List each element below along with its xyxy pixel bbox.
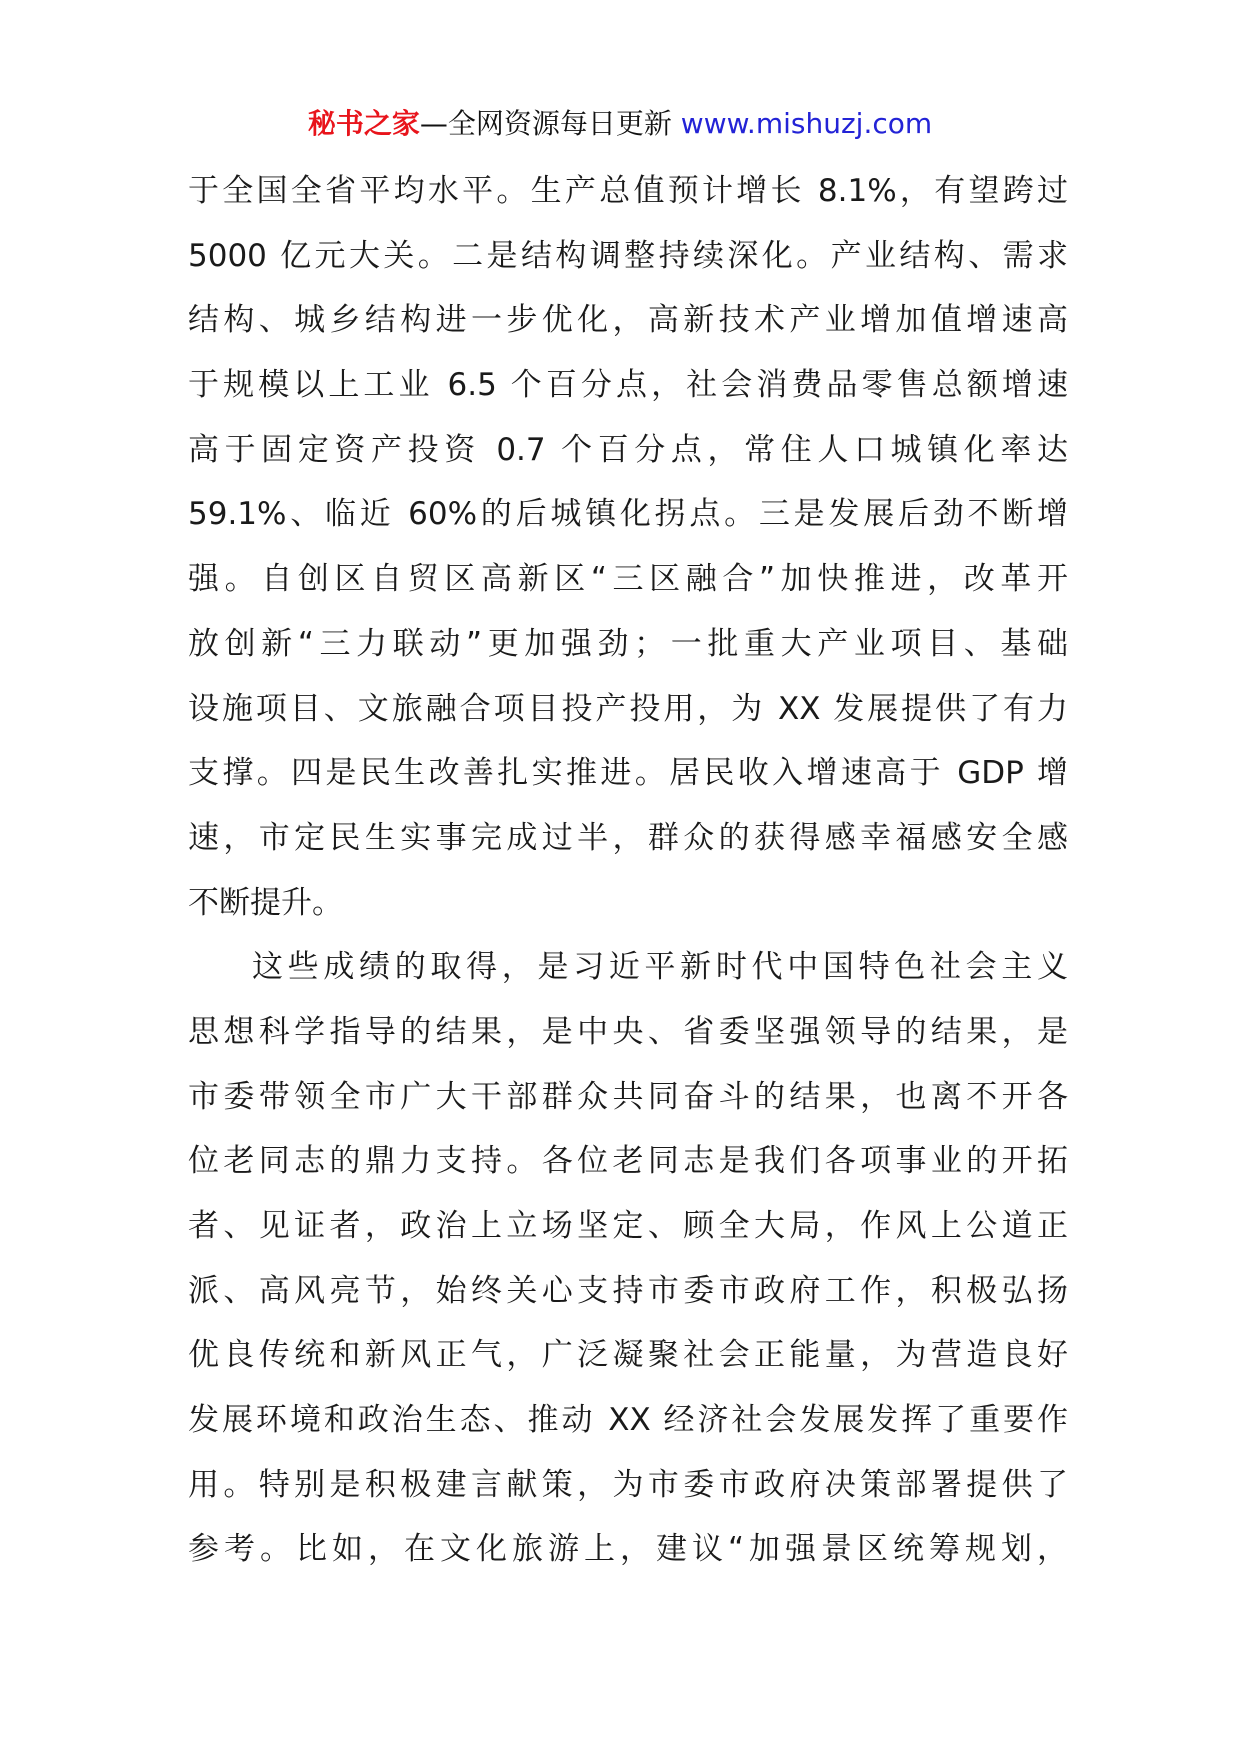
text-line: 支撑。四是民生改善扎实推进。居民收入增速高于 GDP 增 bbox=[188, 755, 1068, 792]
text-line: 思想科学指导的结果，是中央、省委坚强领导的结果，是 bbox=[188, 1013, 1068, 1050]
text-line: 速，市定民生实事完成过半，群众的获得感幸福感安全感 bbox=[188, 819, 1068, 856]
text-line: 参考。比如，在文化旅游上，建议“加强景区统筹规划， bbox=[188, 1531, 1068, 1568]
text-line: 优良传统和新风正气，广泛凝聚社会正能量，为营造良好 bbox=[188, 1337, 1068, 1374]
text-line: 于全国全省平均水平。生产总值预计增长 8.1%，有望跨过 bbox=[188, 173, 1068, 209]
text-line: 市委带领全市广大干部群众共同奋斗的结果，也离不开各 bbox=[188, 1078, 1068, 1115]
document-body bbox=[188, 159, 1068, 1582]
text-line: 5000 亿元大关。二是结构调整持续深化。产业结构、需求 bbox=[188, 237, 1068, 274]
header-tagline: —全网资源每日更新 bbox=[419, 107, 672, 140]
text-line: 这些成绩的取得，是习近平新时代中国特色社会主义 bbox=[252, 949, 1068, 986]
paragraph-1 bbox=[188, 159, 1068, 935]
text-line: 结构、城乡结构进一步优化，高新技术产业增加值增速高 bbox=[188, 302, 1068, 339]
text-line: 放创新“三力联动”更加强劲；一批重大产业项目、基础 bbox=[188, 625, 1068, 662]
text-line: 59.1%、临近 60%的后城镇化拐点。三是发展后劲不断增 bbox=[188, 496, 1068, 533]
text-line: 发展环境和政治生态、推动 XX 经济社会发展发挥了重要作 bbox=[188, 1402, 1068, 1439]
text-line: 设施项目、文旅融合项目投产投用，为 XX 发展提供了有力 bbox=[188, 690, 1068, 727]
header-url-link[interactable]: www.mishuzj.com bbox=[680, 107, 933, 140]
text-line: 强。自创区自贸区高新区“三区融合”加快推进，改革开 bbox=[188, 561, 1068, 598]
text-line: 于规模以上工业 6.5 个百分点，社会消费品零售总额增速 bbox=[188, 367, 1068, 404]
text-line: 位老同志的鼎力支持。各位老同志是我们各项事业的开拓 bbox=[188, 1143, 1068, 1180]
text-line: 者、见证者，政治上立场坚定、顾全大局，作风上公道正 bbox=[188, 1208, 1068, 1244]
paragraph-2 bbox=[188, 935, 1068, 1582]
text-line: 派、高风亮节，始终关心支持市委市政府工作，积极弘扬 bbox=[188, 1272, 1068, 1309]
text-line: 不断提升。 bbox=[188, 884, 343, 921]
text-line: 用。特别是积极建言献策，为市委市政府决策部署提供了 bbox=[188, 1466, 1068, 1503]
text-line: 高于固定资产投资 0.7 个百分点，常住人口城镇化率达 bbox=[188, 431, 1068, 468]
page-header bbox=[0, 100, 1240, 148]
header-brand: 秘书之家 bbox=[307, 107, 420, 140]
